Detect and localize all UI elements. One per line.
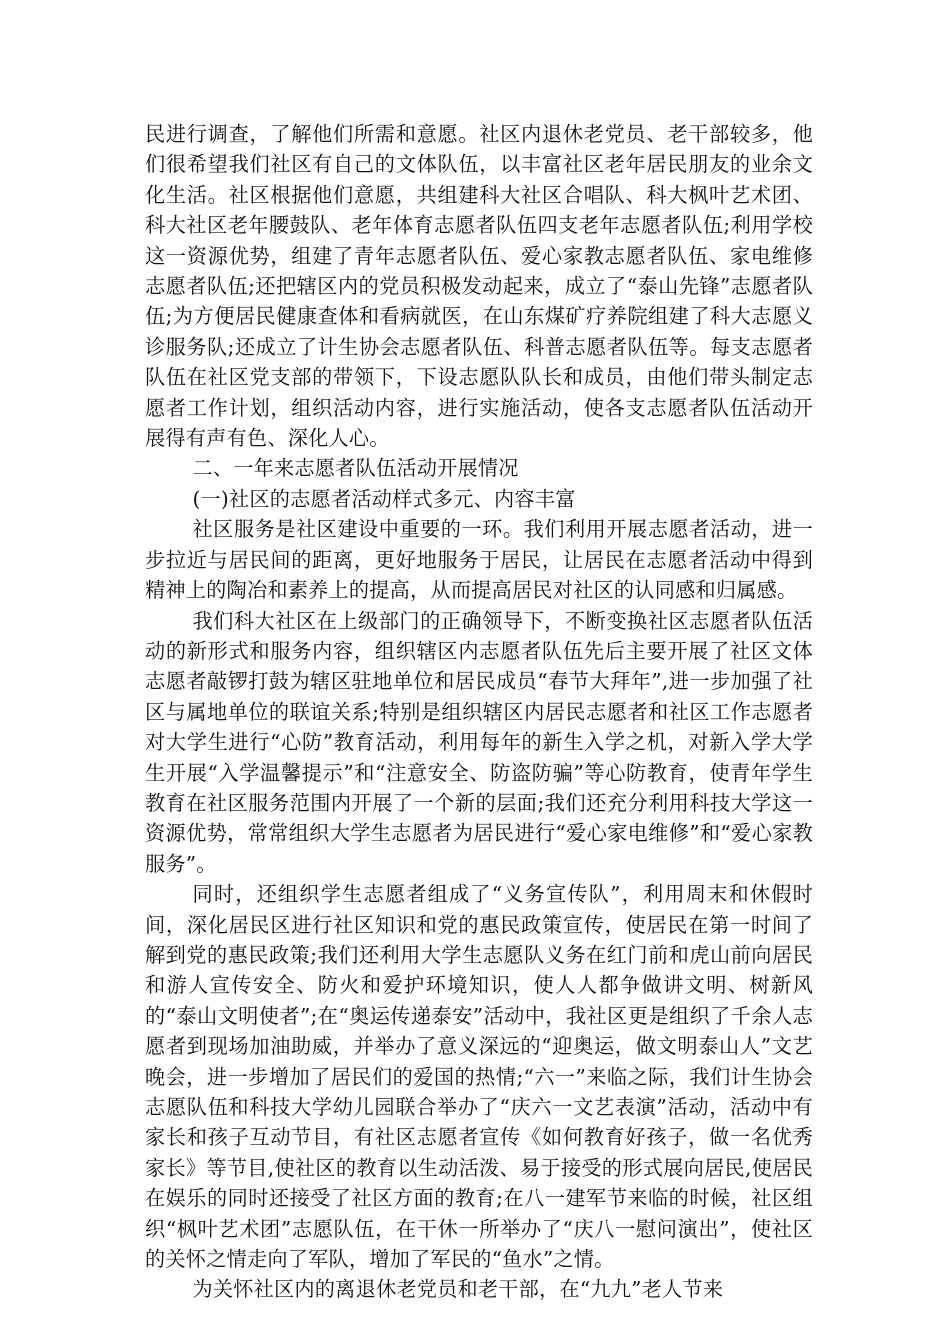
body-paragraph: 同时，还组织学生志愿者组成了“义务宣传队”，利用周末和休假时间，深化居民区进行社区知识和党的惠民政策宣传，使居民在第一时间了解到党的惠民政策;我们还利用大学生志愿队义务在红门前和虎山前向居民和游人宣传安全、防火和爱护环境知识，使人人都争做讲文明、树新风的“泰山文明使者”;在“奥运传递泰安”活动中，我社区更是组织了千余人志愿者到现场加油助威，并举办了意义深远的“迎奥运，做文明泰山人”文艺晚会，进一步增加了居民们的爱国的热情;“六一”来临之际，我们计生协会志愿队伍和科技大学幼儿园联合举办了“庆六一文艺表演”活动，活动中有家长和孩子互动节目，有社区志愿者宣传《如何教育好孩子，做一名优秀家长》等节目,使社区的教育以生动活泼、易于接受的形式展向居民,使居民在娱乐的同时还接受了社区方面的教育;在八一建军节来临的时候，社区组织“枫叶艺术团”志愿队伍，在干休一所举办了“庆八一慰问演出”，使社区的关怀之情走向了军队，增加了军民的“鱼水”之情。 <box>145 882 813 1272</box>
body-paragraph: 我们科大社区在上级部门的正确领导下，不断变换社区志愿者队伍活动的新形式和服务内容，组织辖区内志愿者队伍先后主要开展了社区文体志愿者敲锣打鼓为辖区驻地单位和居民成员“春节大拜年”,进一步加强了社区与属地单位的联谊关系;特别是组织辖区内居民志愿者和社区工作志愿者对大学生进行“心防”教育活动，利用每年的新生入学之机，对新入学大学生开展“入学温馨提示”和“注意安全、防盗防骗”等心防教育，使青年学生教育在社区服务范围内开展了一个新的层面;我们还充分利用科技大学这一资源优势，常常组织大学生志愿者为居民进行“爱心家电维修”和“爱心家教服务”。 <box>145 608 813 876</box>
document-page <box>145 119 813 1305</box>
subsection-heading: (一)社区的志愿者活动样式多元、内容丰富 <box>192 486 576 511</box>
body-paragraph: 社区服务是社区建设中重要的一环。我们利用开展志愿者活动，进一步拉近与居民间的距离，更好地服务于居民，让居民在志愿者活动中得到精神上的陶冶和素养上的提高，从而提高居民对社区的认同感和归属感。 <box>145 517 813 603</box>
body-paragraph-partial: 为关怀社区内的离退休老党员和老干部，在“九九”老人节来 <box>192 1277 724 1302</box>
section-heading: 二、一年来志愿者队伍活动开展情况 <box>192 456 519 481</box>
paragraph-continuation: 民进行调查，了解他们所需和意愿。社区内退休老党员、老干部较多，他们很希望我们社区有自己的文体队伍，以丰富社区老年居民朋友的业余文化生活。社区根据他们意愿，共组建科大社区合唱队、科大枫叶艺术团、科大社区老年腰鼓队、老年体育志愿者队伍四支老年志愿者队伍;利用学校这一资源优势，组建了青年志愿者队伍、爱心家教志愿者队伍、家电维修志愿者队伍;还把辖区内的党员积极发动起来，成立了“泰山先锋”志愿者队伍;为方便居民健康查体和看病就医，在山东煤矿疗养院组建了科大志愿义诊服务队;还成立了计生协会志愿者队伍、科普志愿者队伍等。每支志愿者队伍在社区党支部的带领下，下设志愿队队长和成员，由他们带头制定志愿者工作计划，组织活动内容，进行实施活动，使各支志愿者队伍活动开展得有声有色、深化人心。 <box>145 122 813 451</box>
